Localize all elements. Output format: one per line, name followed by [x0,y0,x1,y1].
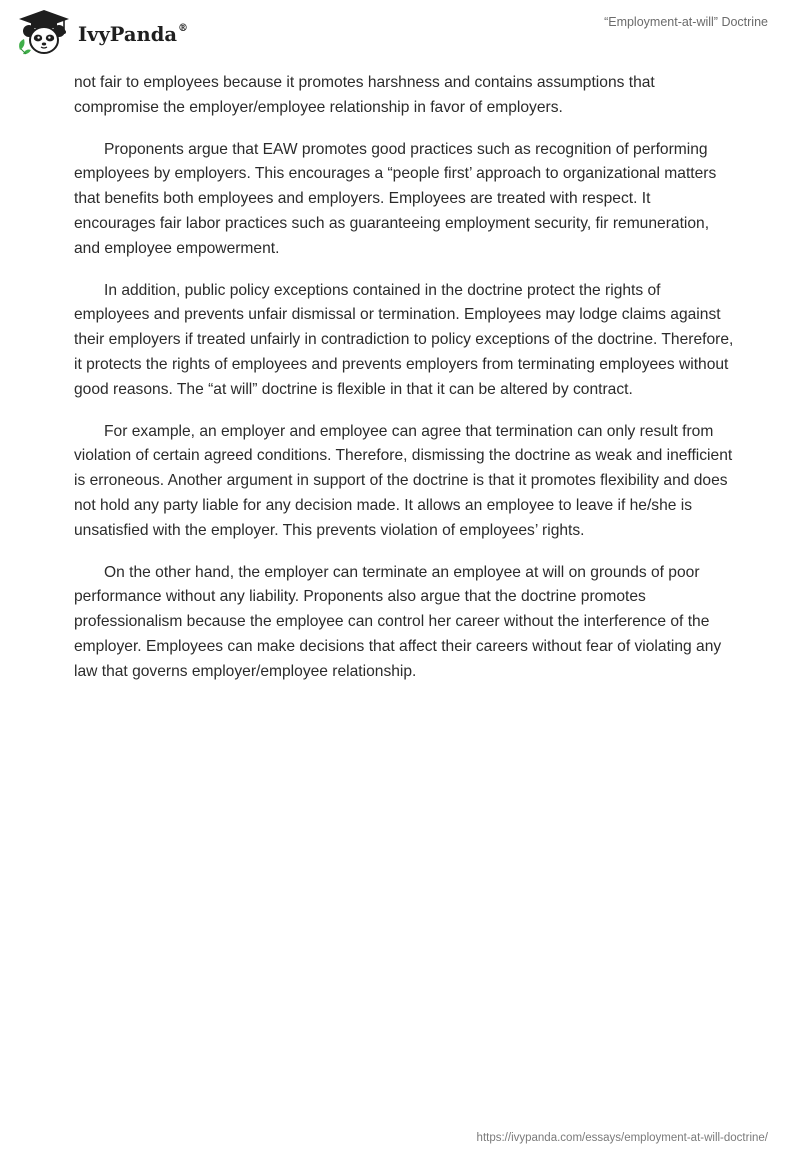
paragraph: not fair to employees because it promotes harshness and contains assumptions that compromise the employer/employee relationship in favor of employers. [74,74,655,116]
essay-body [74,71,734,702]
page-header [0,0,800,66]
panda-graduate-icon [14,8,74,56]
logo-wordmark [78,23,188,46]
paragraph: In addition, public policy exceptions contained in the doctrine protect the rights of employees and prevents unfair dismissal or termination. Employees may lodge claims against their employers if treated unfairly in contradiction to policy exceptions of the doctrine. Therefore, it protects the rights of employees and prevents employers from terminating employees without good reasons. The “at will” doctrine is flexible in that it can be altered by contract. [74,281,734,398]
source-url-link[interactable]: https://ivypanda.com/essays/employment-at-will-doctrine/ [476,1132,768,1144]
ivypanda-logo[interactable] [14,8,188,56]
paragraph: For example, an employer and employee can agree that termination can only result from violation of certain agreed conditions. Therefore, dismissing the doctrine as weak and inefficient is erroneous. Another argument in support of the doctrine is that it promotes flexibility and does not hold any party liable for any decision made. It allows an employee to leave if he/she is unsatisfied with the employer. This prevents violation of employees’ rights. [74,422,733,539]
paragraph: On the other hand, the employer can terminate an employee at will on grounds of poor performance without any liability. Proponents also argue that the doctrine promotes professionalism because the employee can control her career without the interference of the employer. Employees can make decisions that affect their careers without fear of violating any law that governs employer/employee relationship. [74,563,722,680]
document-title: “Employment-at-will” Doctrine [604,15,768,29]
registered-mark: ® [178,23,189,34]
paragraph: Proponents argue that EAW promotes good practices such as recognition of performing employees by employers. This encourages a “people first’ approach to organizational matters that benefits both employees and employers. Employees are treated with respect. It encourages fair labor practices such as guaranteeing employment security, fir remuneration, and employee empowerment. [74,140,717,257]
logo-name: IvyPanda [78,22,178,46]
